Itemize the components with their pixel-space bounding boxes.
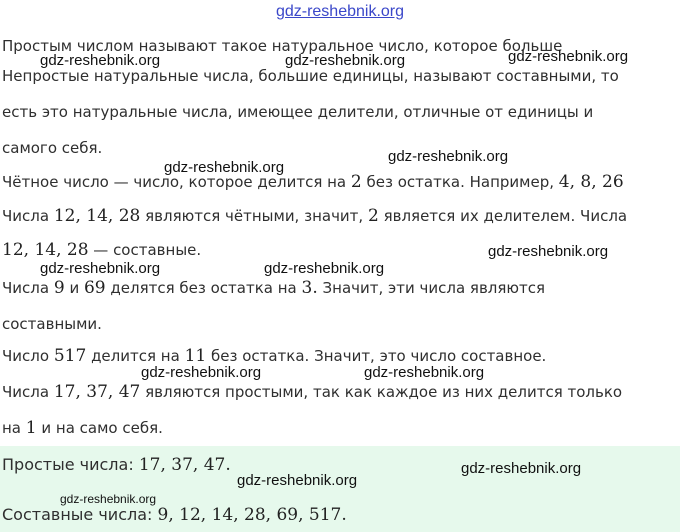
paragraph-line-9: составными. (2, 315, 102, 333)
watermark: gdz-reshebnik.org (40, 52, 161, 69)
text: Значит, эти числа являются (322, 279, 546, 297)
watermark: gdz-reshebnik.org (237, 472, 358, 489)
watermark: gdz-reshebnik.org (461, 460, 582, 477)
answer-composite-line (2, 505, 347, 525)
paragraph-line-10 (2, 346, 546, 366)
watermark: gdz-reshebnik.org (364, 364, 485, 381)
number: 2 (367, 206, 379, 226)
composite-values: 9, 12, 14, 28, 69, 517. (157, 505, 347, 525)
text: является их делителем. Числа (383, 207, 628, 225)
paragraph-line-1: Простым числом называют такое натуральное число, которое больше (2, 37, 563, 55)
text: и (69, 279, 80, 297)
watermark: gdz-reshebnik.org (285, 52, 406, 69)
composite-label: Составные числа: (2, 505, 153, 524)
prime-values: 17, 37, 47. (138, 455, 231, 475)
text: Чётное число — число, которое делится на (2, 173, 347, 191)
watermark: gdz-reshebnik.org (488, 243, 609, 260)
text: Числа (2, 207, 50, 225)
paragraph-line-4: самого себя. (2, 139, 103, 157)
number-list: 17, 37, 47 (53, 382, 141, 402)
text: Числа (2, 279, 50, 297)
watermark: gdz-reshebnik.org (388, 148, 509, 165)
watermark: gdz-reshebnik.org (60, 492, 157, 506)
paragraph-line-8 (2, 278, 545, 298)
header-watermark-link[interactable]: gdz-reshebnik.org (275, 3, 405, 20)
text: — составные. (93, 241, 202, 259)
text: без остатка. Например, (366, 173, 554, 191)
number: 2 (350, 172, 362, 192)
prime-label: Простые числа: (2, 455, 134, 474)
text: делится на (91, 347, 180, 365)
text: являются простыми, так как каждое из них делится только (145, 383, 623, 401)
text: делятся без остатка на (110, 279, 297, 297)
watermark: gdz-reshebnik.org (141, 364, 262, 381)
paragraph-line-7 (2, 240, 201, 260)
number: 3. (301, 278, 318, 298)
paragraph-line-12 (2, 418, 163, 438)
number: 9 (53, 278, 65, 298)
text: без остатка. Значит, это число составное. (210, 347, 547, 365)
text: на (2, 419, 21, 437)
watermark: gdz-reshebnik.org (40, 260, 161, 277)
number-list: 4, 8, 26 (558, 172, 624, 192)
watermark: gdz-reshebnik.org (164, 159, 285, 176)
number: 1 (25, 418, 37, 438)
watermark: gdz-reshebnik.org (264, 260, 385, 277)
number: 69 (83, 278, 106, 298)
text: Число (2, 347, 50, 365)
answer-prime-line (2, 455, 231, 475)
number-list: 12, 14, 28 (53, 206, 141, 226)
paragraph-line-11 (2, 382, 622, 402)
watermark: gdz-reshebnik.org (508, 48, 629, 65)
paragraph-line-6 (2, 206, 627, 226)
text: являются чётными, значит, (145, 207, 364, 225)
number: 11 (184, 346, 207, 366)
number: 517 (53, 346, 87, 366)
paragraph-line-2: Непростые натуральные числа, большие единицы, называют составными, то (2, 67, 619, 85)
text: и на само себя. (41, 419, 163, 437)
paragraph-line-5 (2, 172, 624, 192)
number-list: 12, 14, 28 (2, 240, 89, 260)
text: Числа (2, 383, 50, 401)
paragraph-line-3: есть это натуральные числа, имеющее делители, отличные от единицы и (2, 103, 594, 121)
